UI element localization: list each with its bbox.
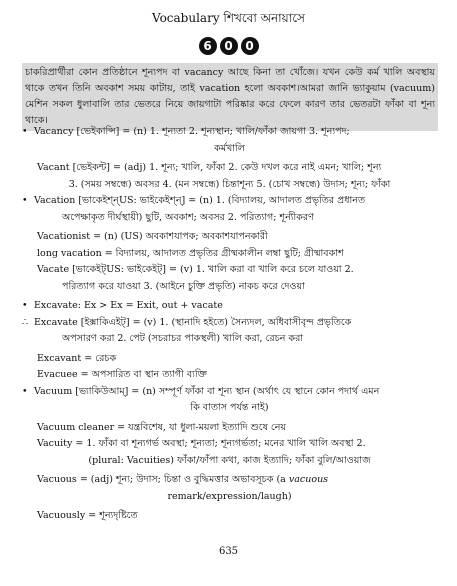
running-header: Vocabulary শিখবো অনায়াসে [152,11,305,25]
badge-digit: 0 [241,37,259,55]
entry-continuation: কি বাতাস পর্যন্ত নাই) [190,402,269,413]
intro-box [22,63,438,131]
entry-text: Excavate [ইক্সাকিএইট্‌] = (v) 1. (স্থানাদি হইতে) সৈন্যদল, অধিবাসীবৃন্দ প্রভৃতিকে [34,316,352,328]
entry-vacuous [22,472,437,489]
bullet-icon: • [22,385,28,397]
badge-digit: 0 [220,37,238,55]
badge-digit: 6 [199,37,217,55]
bullet-icon: • [22,126,28,137]
bullet-icon: • [22,195,28,206]
entry-vacancy [22,124,437,141]
entry-continuation: remark/expression/laugh) [167,490,292,502]
entry-vacant: Vacant [ভেইকন্ট] = (adj) 1. শূন্য; খালি, ফাঁকা 2. কেউ দখল করে নাই এমন; খালি; শূন্য [37,162,382,173]
page-number: 635 [218,546,239,557]
entry-vacuum [22,384,437,401]
entry-excavate [22,315,437,332]
number-badge [0,37,457,55]
entry-evacuee: Evacuee = অপসারিত বা স্থান ত্যাগী ব্যক্তি [37,369,207,380]
entry-vacuum-cleaner: Vacuum cleaner = যন্ত্রবিশেষ, যা ধুলা-ময়লা ইত্যাদি শুষে নেয় [37,421,286,433]
vocabulary-entries [22,124,437,525]
entry-text: Vacation [ভাকেইশ্‌ন্‌US: ভাইকেইশ্‌ন্‌] = (n) 1. (বিদ্যালয়, আদালত প্রভৃতির প্রধানত [34,195,366,206]
entry-continuation: 3. (সময় সম্বন্ধে) অবসর 4. (মন সম্বন্ধে) চিন্তাশূন্য 5. (চোখ সম্বন্ধে) উদাস; শূন্য; ফাঁকা [68,178,391,190]
entry-vacuity: Vacuity = 1. ফাঁকা বা শূন্যগর্ভ অবস্থা; শূন্যতা; শূন্যগর্ভতা; মনের খালি খালি অবস্থা 2. [37,438,366,449]
therefore-icon: ∴ [22,316,29,328]
entry-continuation: অপসারণ করা 2. পেট (সচরাচর পাকস্থলী) খালি করা, রেচন করা [62,333,304,344]
entry-text: Vacancy [ভেইকান্সি] = (n) 1. শূন্যতা 2. শূন্যস্থান; খালি/ফাঁকা জায়গা 3. শূন্যপদ; [34,126,350,137]
entry-text: Excavate: Ex > Ex = Exit, out + vacate [34,300,223,311]
entry-continuation: পরিত্যাগ করে যাওয়া 3. (আইনে চুক্তি প্রভৃতি) নাকচ করে দেওয়া [62,280,305,292]
entry-excavate-formula [22,298,437,315]
bullet-icon: • [22,300,28,311]
entry-text: Vacuous = (adj) শূন্য; উদাস; চিন্তা ও বুদ্ধিমত্তার অভাবসূচক (a [37,474,286,485]
entry-excavant: Excavant = রেচক [37,352,117,364]
entry-continuation: অপেক্ষাকৃত দীর্ঘস্থায়ী) ছুটি, অবকাশ; অবসর 2. পরিত্যাগ; শূন্যীকরণ [62,211,314,223]
intro-text: চাকরিপ্রার্থীরা কোন প্রতিষ্ঠানে শূন্যপদ বা vacancy আছে কিনা তা খোঁজে। যখন কেউ কর্ম খালি অবস্থায় থাকে তখন তিনি অবকাশ সময় কাটায়, তাই vacation হলো অবকাশ।আমরা জানি ভ্যাকুয়াম (vacuum) মেশিন সকল ধুলাবালি তার ভেতরে নিয়ে জায়গাটা পরিষ্কার করে ফেলে কারণ তার ভেতরটা ফাঁকা বা শূন্য থাকে। [25,67,435,126]
italic-example: vacuous [288,474,329,485]
entry-long-vacation: long vacation = বিদ্যালয়, আদালত প্রভৃতির গ্রীষ্মকালীন লম্বা ছুটি; গ্রীষ্মাবকাশ [37,247,344,259]
entry-vacuously: Vacuously = শূন্যদৃষ্টিতে [37,510,138,521]
entry-vacation [22,193,437,210]
entry-text: Vacuum [ভ্যাকিউআম্‌] = (n) সম্পূর্ণ ফাঁকা বা শূন্য স্থান (অর্থাৎ যে স্থানে কোন পদার্থ এমন [34,385,380,397]
entry-vacationist: Vacationist = (n) (US) অবকাশযাপক; অবকাশযাপনকারী [37,231,268,242]
entry-continuation: (plural: Vacuities) ফাঁকা/ফাঁপা কথা, কাজ ইত্যাদি; ফাঁকা বুলি/আওয়াজ [88,454,371,466]
entry-continuation: কর্মখালি [214,142,245,154]
entry-vacate: Vacate [ভাকেইট্‌US: ভাইকেইট্‌] = (v) 1. খালি করা বা খালি করে চলে যাওয়া 2. [37,264,354,275]
